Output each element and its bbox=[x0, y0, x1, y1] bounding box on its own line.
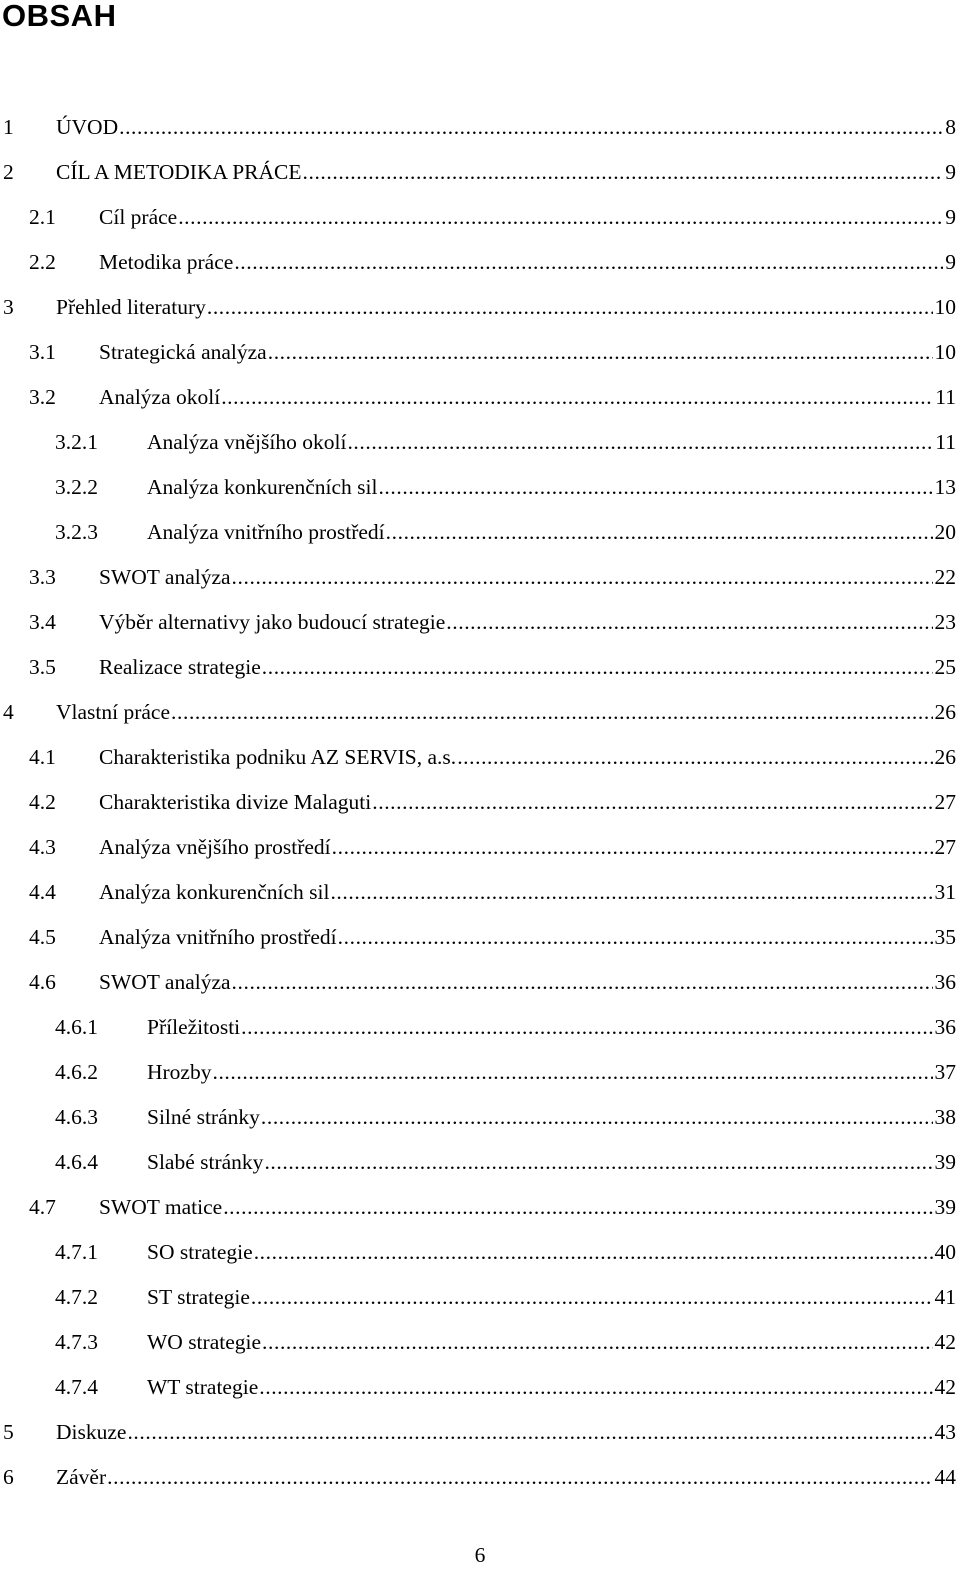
toc-entry-title: Charakteristika podniku AZ SERVIS, a.s. bbox=[99, 745, 457, 769]
toc-entry-title: Přehled literatury bbox=[56, 295, 206, 319]
toc-entry-number: 5 bbox=[3, 1420, 14, 1444]
toc-entry[interactable] bbox=[0, 1185, 960, 1230]
toc-entry[interactable] bbox=[0, 1095, 960, 1140]
toc-leader-dots bbox=[262, 1320, 932, 1365]
toc-leader-dots bbox=[241, 1005, 932, 1050]
toc-entry-title: Slabé stránky bbox=[147, 1150, 264, 1174]
toc-entry[interactable] bbox=[0, 1140, 960, 1185]
toc-entry-number: 3.2 bbox=[29, 385, 56, 409]
toc-entry-title: Analýza vnějšího okolí bbox=[147, 430, 347, 454]
toc-entry-title: Realizace strategie bbox=[99, 655, 261, 679]
toc-entry-title: Strategická analýza bbox=[99, 340, 267, 364]
toc-leader-dots bbox=[261, 1095, 933, 1140]
toc-leader-dots bbox=[338, 915, 933, 960]
toc-leader-dots bbox=[386, 510, 933, 555]
toc-leader-dots bbox=[119, 105, 943, 150]
toc-entry-page: 35 bbox=[934, 925, 956, 949]
toc-entry-page: 36 bbox=[934, 1015, 956, 1039]
toc-leader-dots bbox=[171, 690, 932, 735]
toc-entry-page: 27 bbox=[934, 790, 956, 814]
toc-entry-title: Charakteristika divize Malaguti bbox=[99, 790, 372, 814]
toc-leader-dots bbox=[127, 1410, 932, 1455]
toc-entry[interactable] bbox=[0, 150, 960, 195]
toc-entry[interactable] bbox=[0, 825, 960, 870]
toc-leader-dots bbox=[207, 285, 933, 330]
toc-entry-number: 4.7.4 bbox=[55, 1375, 98, 1399]
toc-entry-page: 22 bbox=[934, 565, 956, 589]
toc-entry-title: Analýza okolí bbox=[99, 385, 221, 409]
toc-entry-number: 3.2.3 bbox=[55, 520, 98, 544]
toc-entry-page: 11 bbox=[935, 430, 956, 454]
toc-entry-title: Analýza konkurenčních sil bbox=[99, 880, 330, 904]
toc-entry[interactable] bbox=[0, 780, 960, 825]
toc-entry[interactable] bbox=[0, 420, 960, 465]
toc-leader-dots bbox=[234, 240, 943, 285]
toc-entry-page: 9 bbox=[945, 205, 956, 229]
toc-entry-title: Analýza vnitřního prostředí bbox=[147, 520, 385, 544]
toc-entry-title: Analýza vnějšího prostředí bbox=[99, 835, 331, 859]
toc-entry-title: Metodika práce bbox=[99, 250, 234, 274]
toc-entry-page: 23 bbox=[934, 610, 956, 634]
toc-leader-dots bbox=[212, 1050, 932, 1095]
toc-entry-title: Analýza konkurenčních sil bbox=[147, 475, 378, 499]
toc-entry[interactable] bbox=[0, 375, 960, 420]
toc-entry-title: WT strategie bbox=[147, 1375, 259, 1399]
toc-entry-number: 4.7 bbox=[29, 1195, 56, 1219]
toc-entry-number: 4.6.1 bbox=[55, 1015, 98, 1039]
toc-entry-title: Vlastní práce bbox=[56, 700, 171, 724]
toc-entry[interactable] bbox=[0, 105, 960, 150]
toc-entry[interactable] bbox=[0, 555, 960, 600]
toc-entry-number: 4 bbox=[3, 700, 14, 724]
toc-entry-page: 26 bbox=[934, 700, 956, 724]
toc-leader-dots bbox=[268, 330, 933, 375]
toc-leader-dots bbox=[457, 735, 932, 780]
table-of-contents bbox=[0, 105, 960, 1500]
toc-leader-dots bbox=[178, 195, 943, 240]
toc-entry-number: 4.2 bbox=[29, 790, 56, 814]
toc-entry[interactable] bbox=[0, 960, 960, 1005]
toc-entry-title: SWOT analýza bbox=[99, 565, 231, 589]
page-number: 6 bbox=[474, 1543, 486, 1567]
toc-leader-dots bbox=[372, 780, 932, 825]
toc-entry-number: 1 bbox=[3, 115, 14, 139]
toc-entry-page: 13 bbox=[934, 475, 956, 499]
toc-entry[interactable] bbox=[0, 645, 960, 690]
toc-entry-page: 9 bbox=[945, 160, 956, 184]
toc-entry-page: 26 bbox=[934, 745, 956, 769]
toc-entry-page: 25 bbox=[934, 655, 956, 679]
toc-leader-dots bbox=[223, 1185, 932, 1230]
toc-entry-number: 3.2.2 bbox=[55, 475, 98, 499]
toc-entry[interactable] bbox=[0, 465, 960, 510]
toc-entry-number: 4.7.1 bbox=[55, 1240, 98, 1264]
toc-entry-number: 2.1 bbox=[29, 205, 56, 229]
toc-entry-number: 3.1 bbox=[29, 340, 56, 364]
toc-leader-dots bbox=[446, 600, 932, 645]
toc-leader-dots bbox=[264, 1140, 932, 1185]
toc-entry-title: Příležitosti bbox=[147, 1015, 241, 1039]
toc-entry-page: 42 bbox=[934, 1330, 956, 1354]
toc-entry-page: 9 bbox=[945, 250, 956, 274]
toc-entry[interactable] bbox=[0, 1455, 960, 1500]
toc-entry-title: Hrozby bbox=[147, 1060, 212, 1084]
toc-leader-dots bbox=[347, 420, 933, 465]
toc-entry-title: SWOT analýza bbox=[99, 970, 231, 994]
toc-entry-title: SWOT matice bbox=[99, 1195, 223, 1219]
toc-entry-page: 10 bbox=[934, 295, 956, 319]
toc-entry-title: Výběr alternativy jako budoucí strategie bbox=[99, 610, 446, 634]
toc-entry-number: 6 bbox=[3, 1465, 14, 1489]
toc-entry[interactable] bbox=[0, 1365, 960, 1410]
toc-entry-number: 4.6.4 bbox=[55, 1150, 98, 1174]
toc-entry[interactable] bbox=[0, 1230, 960, 1275]
toc-entry-number: 3.2.1 bbox=[55, 430, 98, 454]
toc-entry-title: Diskuze bbox=[56, 1420, 127, 1444]
toc-entry-number: 4.6 bbox=[29, 970, 56, 994]
toc-entry-page: 36 bbox=[934, 970, 956, 994]
toc-leader-dots bbox=[303, 150, 944, 195]
toc-entry-page: 11 bbox=[935, 385, 956, 409]
toc-entry-number: 4.7.3 bbox=[55, 1330, 98, 1354]
toc-entry-page: 37 bbox=[934, 1060, 956, 1084]
toc-entry-number: 4.6.2 bbox=[55, 1060, 98, 1084]
toc-entry-page: 39 bbox=[934, 1195, 956, 1219]
toc-entry-number: 2 bbox=[3, 160, 14, 184]
toc-entry-number: 2.2 bbox=[29, 250, 56, 274]
toc-entry-number: 4.7.2 bbox=[55, 1285, 98, 1309]
toc-entry-page: 43 bbox=[934, 1420, 956, 1444]
toc-entry-number: 3 bbox=[3, 295, 14, 319]
toc-entry[interactable] bbox=[0, 285, 960, 330]
toc-entry-title: ÚVOD bbox=[56, 115, 119, 139]
toc-entry[interactable] bbox=[0, 195, 960, 240]
toc-entry[interactable] bbox=[0, 510, 960, 555]
toc-leader-dots bbox=[107, 1455, 932, 1500]
toc-leader-dots bbox=[330, 870, 932, 915]
toc-entry[interactable] bbox=[0, 1275, 960, 1320]
toc-entry[interactable] bbox=[0, 735, 960, 780]
toc-entry-number: 4.5 bbox=[29, 925, 56, 949]
toc-entry-page: 20 bbox=[934, 520, 956, 544]
toc-leader-dots bbox=[378, 465, 932, 510]
toc-leader-dots bbox=[221, 375, 933, 420]
toc-entry-title: Cíl práce bbox=[99, 205, 178, 229]
toc-entry-title: Závěr bbox=[56, 1465, 107, 1489]
toc-entry[interactable] bbox=[0, 1320, 960, 1365]
toc-entry[interactable] bbox=[0, 870, 960, 915]
toc-entry-page: 38 bbox=[934, 1105, 956, 1129]
toc-entry-page: 31 bbox=[934, 880, 956, 904]
toc-entry-page: 39 bbox=[934, 1150, 956, 1174]
toc-entry-page: 40 bbox=[934, 1240, 956, 1264]
toc-leader-dots bbox=[259, 1365, 932, 1410]
toc-entry[interactable] bbox=[0, 915, 960, 960]
toc-leader-dots bbox=[232, 555, 933, 600]
toc-entry[interactable] bbox=[0, 690, 960, 735]
toc-leader-dots bbox=[232, 960, 933, 1005]
toc-entry-page: 42 bbox=[934, 1375, 956, 1399]
toc-entry[interactable] bbox=[0, 1410, 960, 1455]
toc-entry-number: 4.3 bbox=[29, 835, 56, 859]
toc-leader-dots bbox=[262, 645, 933, 690]
toc-entry-number: 4.6.3 bbox=[55, 1105, 98, 1129]
toc-entry-number: 3.3 bbox=[29, 565, 56, 589]
toc-entry[interactable] bbox=[0, 240, 960, 285]
toc-entry-number: 4.4 bbox=[29, 880, 56, 904]
toc-entry-title: ST strategie bbox=[147, 1285, 250, 1309]
toc-entry-title: SO strategie bbox=[147, 1240, 253, 1264]
toc-entry-title: Silné stránky bbox=[147, 1105, 260, 1129]
toc-entry-page: 44 bbox=[934, 1465, 956, 1489]
toc-entry-number: 4.1 bbox=[29, 745, 56, 769]
page-heading: OBSAH bbox=[2, 0, 117, 33]
toc-entry-title: CÍL A METODIKA PRÁCE bbox=[56, 160, 302, 184]
toc-leader-dots bbox=[254, 1230, 933, 1275]
toc-entry[interactable] bbox=[0, 1050, 960, 1095]
toc-entry-title: WO strategie bbox=[147, 1330, 262, 1354]
toc-entry-title: Analýza vnitřního prostředí bbox=[99, 925, 337, 949]
toc-entry-page: 8 bbox=[945, 115, 956, 139]
toc-entry[interactable] bbox=[0, 330, 960, 375]
toc-entry-number: 3.5 bbox=[29, 655, 56, 679]
toc-leader-dots bbox=[251, 1275, 933, 1320]
toc-entry-number: 3.4 bbox=[29, 610, 56, 634]
toc-entry-page: 41 bbox=[934, 1285, 956, 1309]
toc-entry[interactable] bbox=[0, 600, 960, 645]
toc-leader-dots bbox=[332, 825, 933, 870]
toc-entry-page: 10 bbox=[934, 340, 956, 364]
toc-entry-page: 27 bbox=[934, 835, 956, 859]
toc-entry[interactable] bbox=[0, 1005, 960, 1050]
